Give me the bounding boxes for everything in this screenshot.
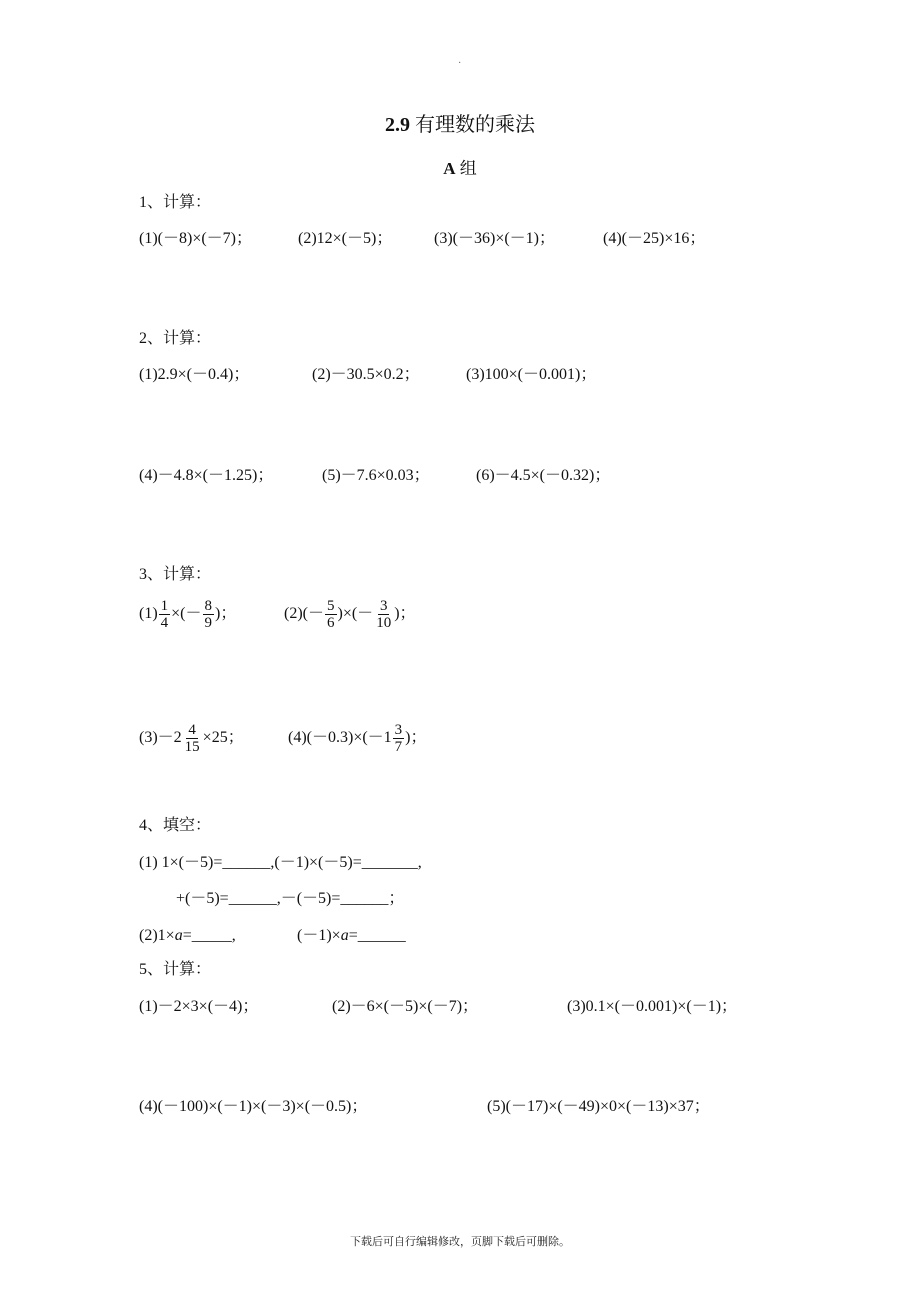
q4-line-3a-post: =_____,	[182, 927, 236, 944]
q2-heading: 2、计算：	[139, 330, 212, 347]
q3-item-2-post: )；	[394, 605, 416, 623]
q3-item-1-post: )；	[215, 605, 237, 623]
denominator: 9	[204, 615, 213, 631]
q1-item-4: (4)(－25)×16；	[603, 230, 706, 247]
q5-item-1: (1)－2×3×(－4)；	[139, 998, 259, 1015]
page-title	[0, 108, 920, 137]
numerator: 8	[204, 598, 213, 614]
q3-item-3-post: ×25；	[202, 729, 244, 747]
q4-line-3b	[297, 926, 406, 946]
denominator: 15	[184, 739, 200, 755]
variable-a: a	[174, 927, 183, 944]
q2-item-6: (6)－4.5×(－0.32)；	[476, 467, 611, 484]
q3-item-2-mid: )×(－	[337, 605, 374, 623]
section-number: 2.9	[385, 114, 410, 136]
numerator: 1	[160, 598, 169, 614]
denominator: 4	[160, 615, 169, 631]
fraction	[203, 598, 215, 631]
numerator: 5	[327, 598, 335, 614]
q3-item-1	[139, 598, 236, 631]
q4-line-3b-pre: (－1)×	[297, 927, 341, 944]
variable-a: a	[340, 927, 349, 944]
q4-line-1: (1) 1×(－5)=______,(－1)×(－5)=_______,	[139, 854, 422, 871]
q3-item-1-pre: (1)	[139, 605, 158, 623]
fraction	[159, 598, 171, 631]
q3-item-4-post: )；	[405, 729, 427, 747]
q3-item-3	[139, 722, 244, 755]
q3-item-2-pre: (2)(－	[284, 605, 324, 623]
q5-item-3: (3)0.1×(－0.001)×(－1)；	[567, 998, 738, 1015]
group-heading	[0, 154, 920, 179]
q1-item-3: (3)(－36)×(－1)；	[434, 230, 555, 247]
denominator: 6	[327, 615, 335, 631]
q4-heading: 4、填空：	[139, 817, 212, 834]
q1-item-1: (1)(－8)×(－7)；	[139, 230, 252, 247]
section-title: 有理数的乘法	[415, 114, 535, 136]
denominator: 7	[394, 739, 403, 755]
q5-heading: 5、计算：	[139, 961, 212, 978]
numerator: 4	[188, 722, 196, 738]
q3-item-1-mid: ×(－	[171, 605, 202, 623]
q3-item-3-pre: (3)－2	[139, 729, 182, 747]
q4-line-3a-pre: (2)1×	[139, 927, 175, 944]
fraction	[325, 598, 337, 631]
q5-item-5: (5)(－17)×(－49)×0×(－13)×37；	[487, 1098, 710, 1115]
q4-line-3a	[139, 926, 236, 946]
q3-item-4	[288, 722, 427, 755]
header-mark: ·	[458, 58, 462, 69]
q1-heading: 1、计算：	[139, 194, 212, 211]
numerator: 3	[394, 722, 403, 738]
fraction	[183, 722, 202, 755]
q2-item-4: (4)－4.8×(－1.25)；	[139, 467, 274, 484]
q1-item-2: (2)12×(－5)；	[298, 230, 393, 247]
q4-line-3b-post: =______	[348, 927, 406, 944]
q2-item-2: (2)－30.5×0.2；	[312, 366, 420, 383]
page-footer: 下载后可自行编辑修改，页脚下载后可删除。	[350, 1235, 570, 1248]
q2-item-1: (1)2.9×(－0.4)；	[139, 366, 250, 383]
q3-item-4-pre: (4)(－0.3)×(－1	[288, 729, 392, 747]
denominator: 10	[376, 615, 392, 631]
numerator: 3	[379, 598, 388, 614]
q4-line-2: +(－5)=______,－(－5)=______；	[176, 890, 405, 907]
q3-item-2	[284, 598, 416, 631]
q2-item-3: (3)100×(－0.001)；	[466, 366, 597, 383]
q2-item-5: (5)－7.6×0.03；	[322, 467, 430, 484]
group-label: 组	[459, 159, 477, 178]
q3-heading: 3、计算：	[139, 566, 212, 583]
fraction	[374, 598, 393, 631]
group-letter: A	[443, 159, 456, 178]
q5-item-2: (2)－6×(－5)×(－7)；	[332, 998, 479, 1015]
q5-item-4: (4)(－100)×(－1)×(－3)×(－0.5)；	[139, 1098, 368, 1115]
fraction	[393, 722, 405, 755]
